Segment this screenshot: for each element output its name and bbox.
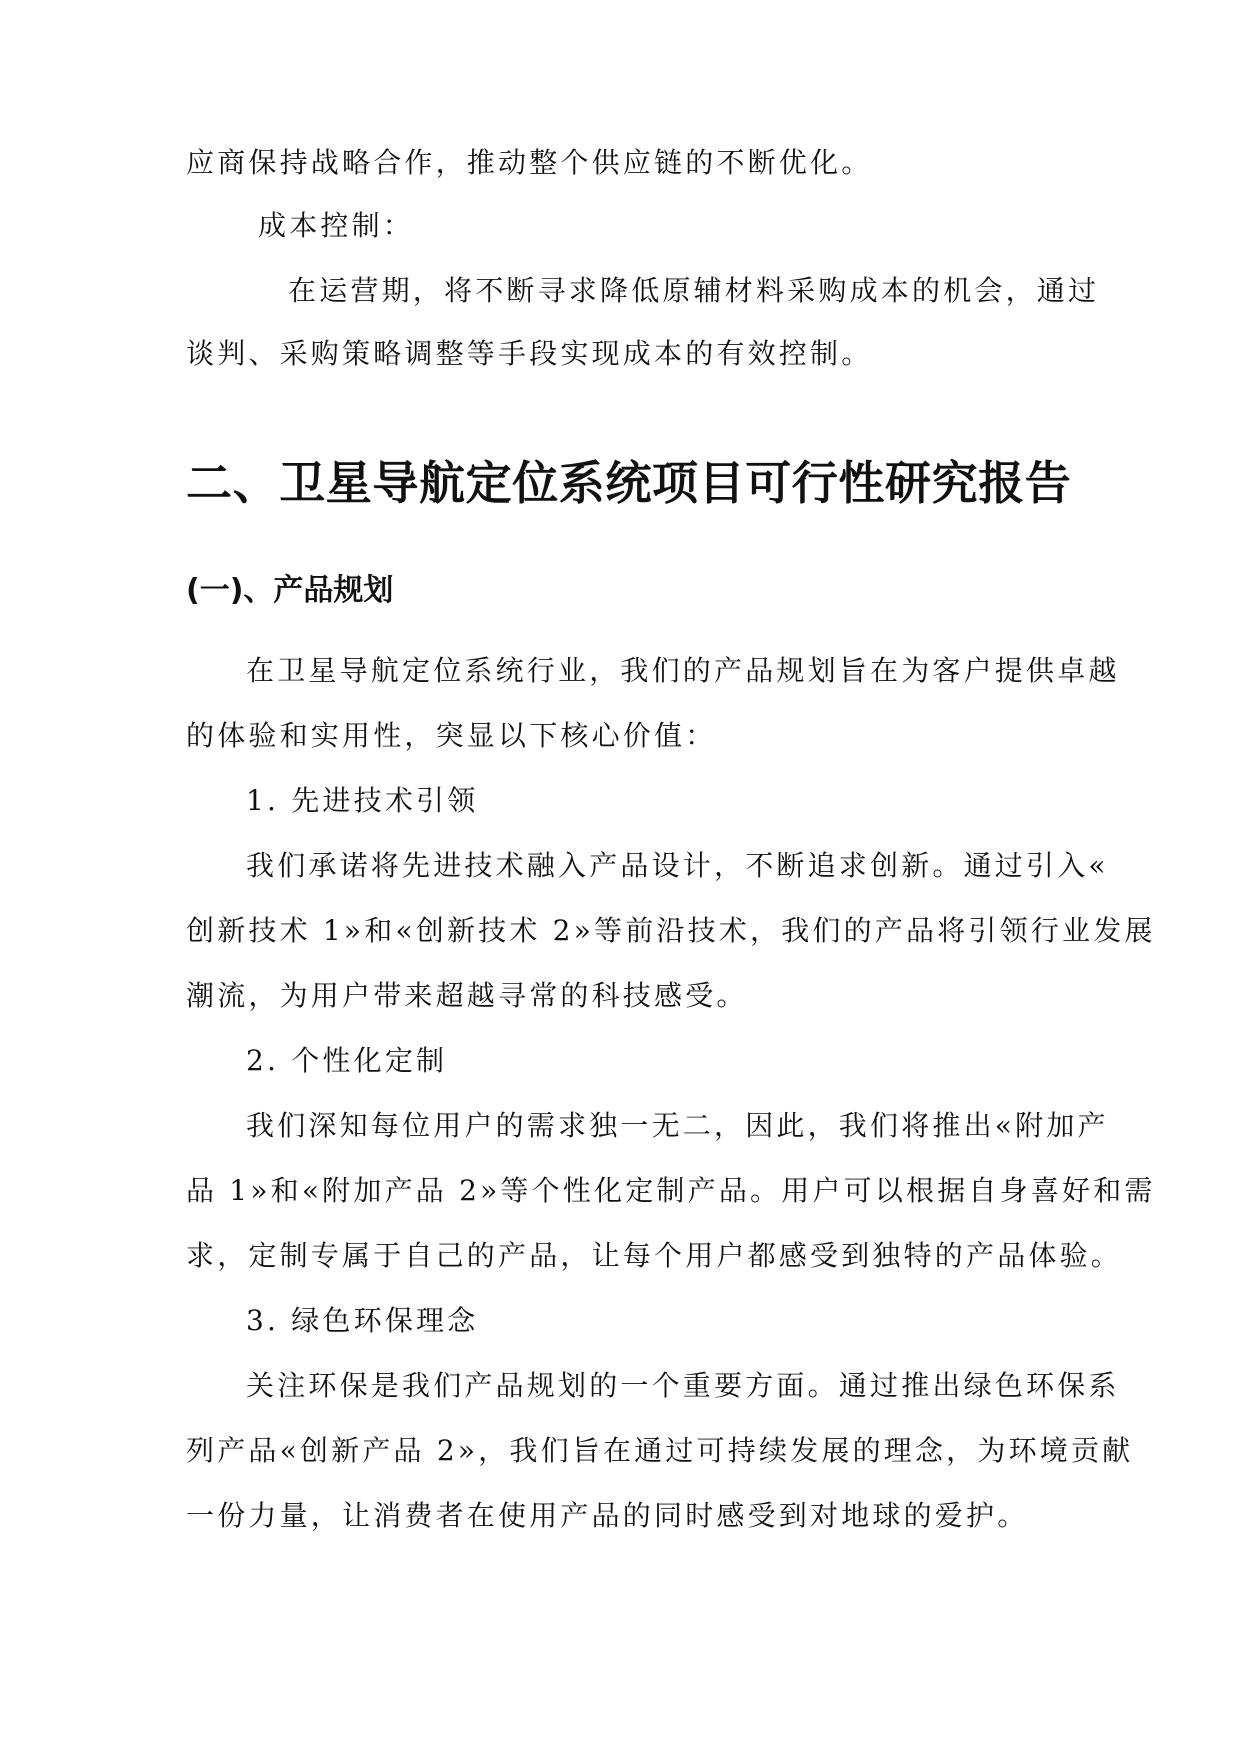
intro-line-2: 的体验和实用性，突显以下核心价值：: [186, 719, 717, 752]
item-3-line-3: 一份力量，让消费者在使用产品的同时感受到对地球的爱护。: [186, 1499, 1029, 1532]
item-2-title: 2. 个性化定制: [246, 1044, 448, 1077]
cost-control-line-2: 谈判、采购策略调整等手段实现成本的有效控制。: [186, 337, 873, 370]
cost-control-line-1: 在运营期，将不断寻求降低原辅材料采购成本的机会，通过: [288, 274, 1100, 307]
item-3-title: 3. 绿色环保理念: [246, 1304, 479, 1337]
item-2-line-1: 我们深知每位用户的需求独一无二，因此，我们将推出«附加产: [246, 1109, 1109, 1142]
intro-line-1: 在卫星导航定位系统行业，我们的产品规划旨在为客户提供卓越: [246, 654, 1120, 687]
item-1-line-1: 我们承诺将先进技术融入产品设计，不断追求创新。通过引入«: [246, 849, 1109, 882]
item-2-line-2: 品 1»和«附加产品 2»等个性化定制产品。用户可以根据自身喜好和需: [186, 1174, 1156, 1207]
paragraph-supply-chain-end: 应商保持战略合作，推动整个供应链的不断优化。: [186, 146, 873, 179]
item-2-line-3: 求，定制专属于自己的产品，让每个用户都感受到独特的产品体验。: [186, 1239, 1123, 1272]
item-1-title: 1. 先进技术引领: [246, 784, 479, 817]
section-title: 二、卫星导航定位系统项目可行性研究报告: [186, 456, 1072, 510]
item-3-line-1: 关注环保是我们产品规划的一个重要方面。通过推出绿色环保系: [246, 1369, 1120, 1402]
item-3-line-2: 列产品«创新产品 2»，我们旨在通过可持续发展的理念，为环境贡献: [186, 1434, 1134, 1467]
item-1-line-2: 创新技术 1»和«创新技术 2»等前沿技术，我们的产品将引领行业发展: [186, 914, 1156, 947]
cost-control-heading: 成本控制：: [258, 209, 415, 242]
subsection-title: (一)、产品规划: [186, 573, 394, 608]
item-1-line-3: 潮流，为用户带来超越寻常的科技感受。: [186, 979, 748, 1012]
